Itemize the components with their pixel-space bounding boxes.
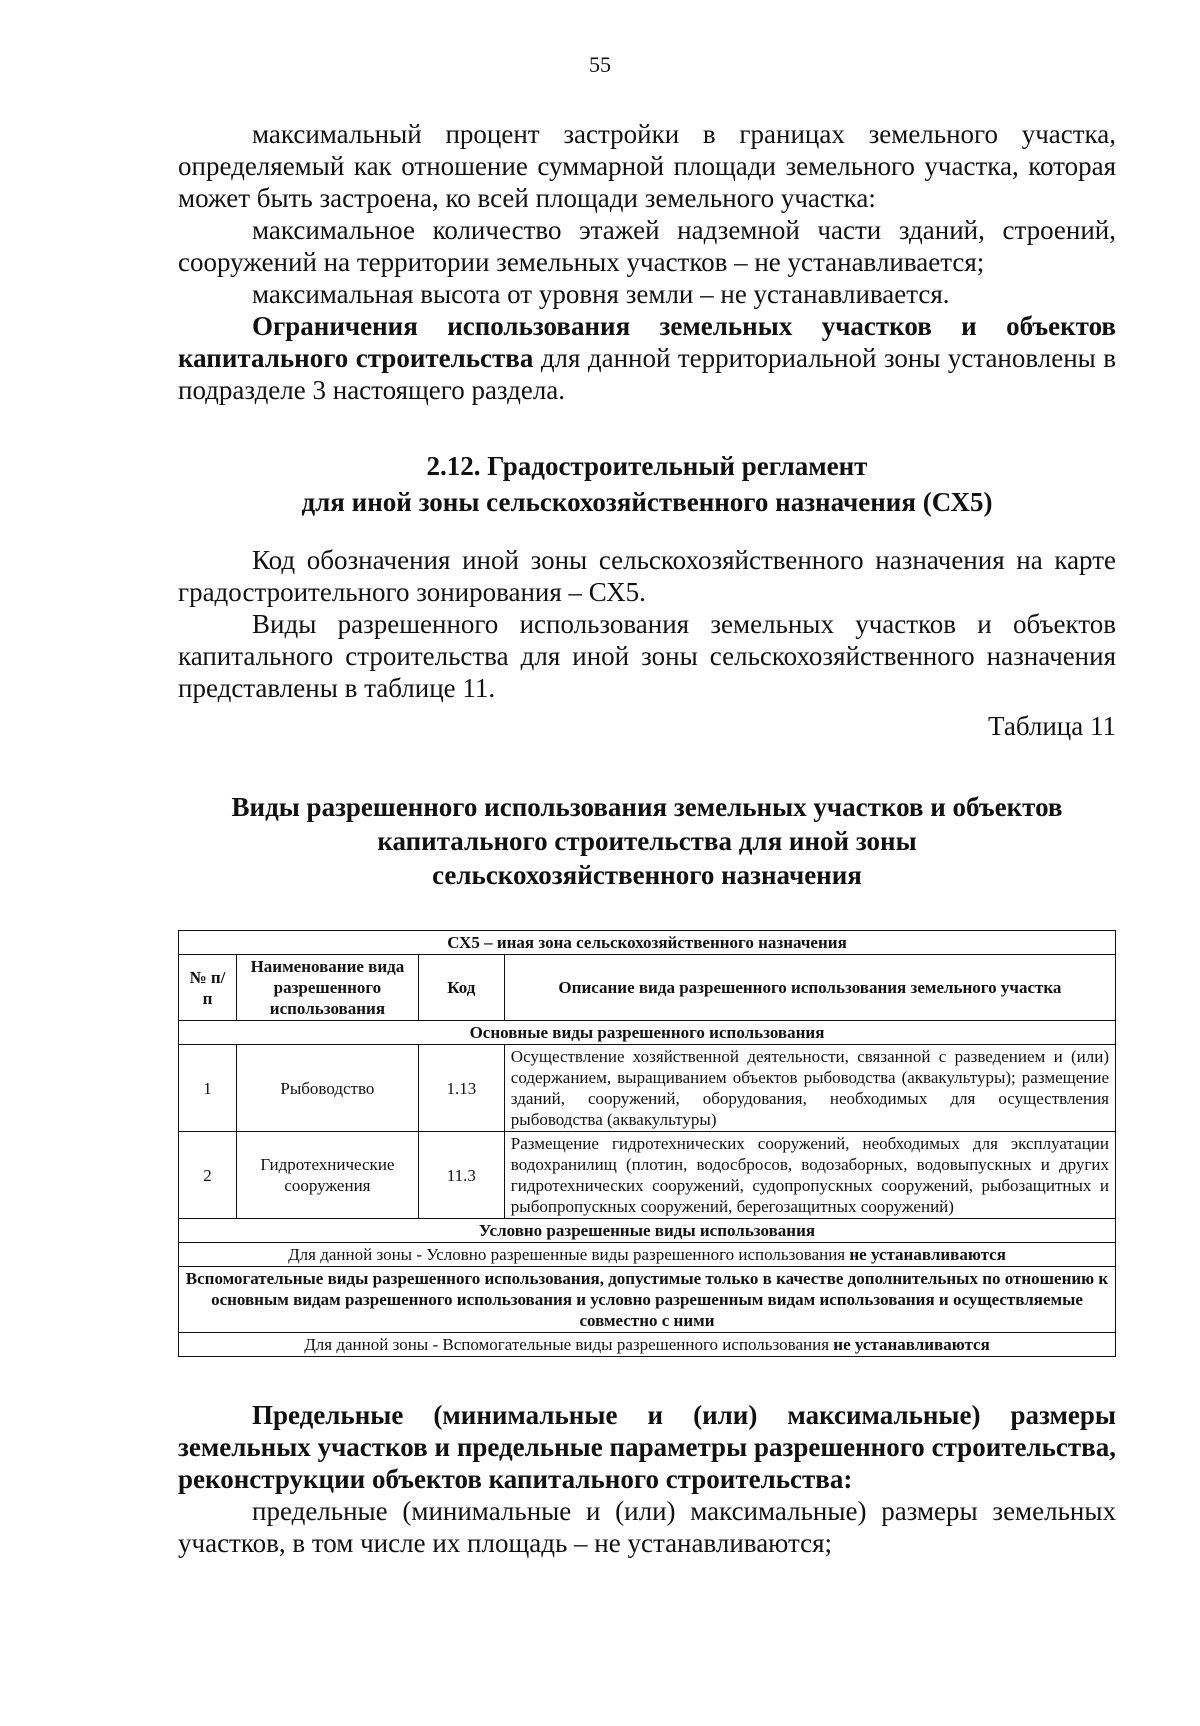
body-paragraph-1: Код обозначения иной зоны сельскохозяйственного назначения на карте градостроительного зонирования – СХ5. (178, 545, 1116, 607)
table-section-row (179, 1021, 1116, 1045)
table-zone-header-row (179, 931, 1116, 955)
conditional-note-text: Для данной зоны - Условно разрешенные виды разрешенного использования (288, 1245, 850, 1264)
page-number: 55 (589, 52, 611, 77)
conditional-section-heading: Условно разрешенные виды использования (179, 1219, 1116, 1243)
document-body (178, 118, 1116, 1559)
table-column-header-row (179, 955, 1116, 1021)
row-code: 11.3 (418, 1132, 504, 1219)
table-caption (178, 790, 1116, 892)
row-num: 1 (179, 1045, 237, 1132)
intro-paragraph-1: максимальный процент застройки в границах земельного участка, определяемый как отношение суммарной площади земельного участка, которая может быть застроена, ко всей площади земельного участка: (178, 119, 1116, 213)
table-section-row (179, 1219, 1116, 1243)
table-row (179, 1045, 1116, 1132)
body-paragraph-2: Виды разрешенного использования земельных участков и объектов капитального строительства для иной зоны сельскохозяйственного назначения представлены в таблице 11. (178, 609, 1116, 703)
limits-paragraph: предельные (минимальные и (или) максимальные) размеры земельных участков, в том числе их площадь – не устанавливаются; (178, 1496, 1116, 1558)
table-section-row (179, 1267, 1116, 1333)
conditional-note (179, 1243, 1116, 1267)
row-description: Размещение гидротехнических сооружений, необходимых для эксплуатации водохранилищ (плотин, водосбросов, водозаборных, водовыпускных и других гидротехнических сооружений, судопропускных сооружений, рыбозащитных и рыбопропускных сооружений, берегозащитных сооружений) (504, 1132, 1115, 1219)
table-note-row (179, 1243, 1116, 1267)
row-num: 2 (179, 1132, 237, 1219)
table-note-row (179, 1333, 1116, 1357)
table-caption-line-1: Виды разрешенного использования земельных участков и объектов (231, 792, 1063, 822)
permitted-use-table (178, 930, 1116, 1357)
limits-heading: Предельные (минимальные и (или) максимальные) размеры земельных участков и предельные параметры разрешенного строительства, реконструкции объектов капитального строительства: (178, 1400, 1116, 1494)
restrictions-paragraph (178, 310, 1116, 406)
header-name: Наименование вида разрешенного использования (236, 955, 418, 1021)
table-row (179, 1132, 1116, 1219)
auxiliary-section-heading: Вспомогательные виды разрешенного использования, допустимые только в качестве дополнительных по отношению к основным видам разрешенного использования и условно разрешенным видам использования и осуществляемые совместно с ними (179, 1267, 1116, 1333)
intro-paragraph-2: максимальное количество этажей надземной части зданий, строений, сооружений на территории земельных участков – не устанавливается; (178, 215, 1116, 277)
table-caption-line-2: капитального строительства для иной зоны (377, 826, 917, 856)
header-num: № п/п (179, 955, 237, 1021)
section-title (178, 448, 1116, 520)
header-description: Описание вида разрешенного использования земельного участка (504, 955, 1115, 1021)
table-zone-header: СХ5 – иная зона сельскохозяйственного назначения (179, 931, 1116, 955)
conditional-note-bold: не устанавливаются (849, 1245, 1006, 1264)
restrictions-normal: для данной территориальной зоны установлены в подразделе 3 настоящего раздела. (178, 343, 1116, 405)
row-code: 1.13 (418, 1045, 504, 1132)
auxiliary-note-text: Для данной зоны - Вспомогательные виды разрешенного использования (304, 1335, 834, 1354)
row-description: Осуществление хозяйственной деятельности, связанной с разведением и (или) содержанием, выращиванием объектов рыбоводства (аквакультуры); размещение зданий, сооружений, оборудования, необходимых для осуществления рыбоводства (аквакультуры) (504, 1045, 1115, 1132)
header-code: Код (418, 955, 504, 1021)
auxiliary-note-bold: не устанавливаются (833, 1335, 990, 1354)
section-title-line-2: для иной зоны сельскохозяйственного назначения (СХ5) (301, 487, 993, 517)
table-caption-line-3: сельскохозяйственного назначения (432, 860, 862, 890)
restrictions-bold: Ограничения использования земельных участков и объектов капитального строительства (178, 311, 1116, 373)
row-name: Рыбоводство (236, 1045, 418, 1132)
main-section-heading: Основные виды разрешенного использования (179, 1021, 1116, 1045)
intro-paragraph-3: максимальная высота от уровня земли – не устанавливается. (252, 279, 950, 309)
section-title-line-1: 2.12. Градостроительный регламент (426, 451, 868, 481)
auxiliary-note (179, 1333, 1116, 1357)
row-name: Гидротехнические сооружения (236, 1132, 418, 1219)
table-label: Таблица 11 (988, 711, 1116, 741)
